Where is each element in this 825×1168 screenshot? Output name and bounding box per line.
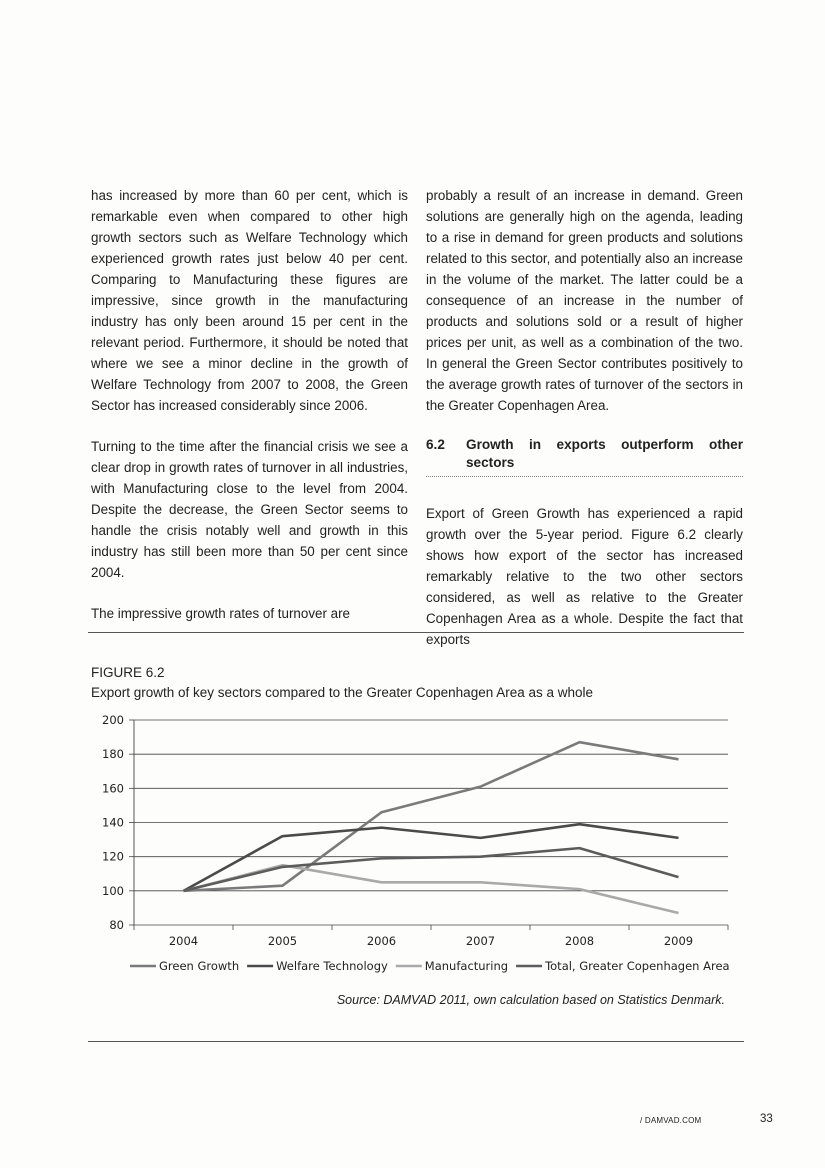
- x-tick-label: 2004: [168, 934, 199, 948]
- chart-series-lines: [184, 742, 679, 913]
- text-column-right: [426, 185, 743, 670]
- y-tick-label: 100: [102, 883, 124, 898]
- x-tick-label: 2007: [465, 934, 496, 948]
- x-tick-label: 2006: [366, 934, 397, 948]
- paragraph: has increased by more than 60 per cent, which is remarkable even when compared to other high growth sectors such as Welfare Technology which experienced growth rates just below 40 per cent. Comparing to Manufacturing these figures are impressive, since growth in the manufacturing industry has only been around 15 per cent in the relevant period. Furthermore, it should be noted that where we see a minor decline in the growth of Welfare Technology from 2007 to 2008, the Green Sector has increased considerably since 2006.: [91, 188, 408, 413]
- x-tick-label: 2009: [663, 934, 694, 948]
- y-tick-label: 140: [102, 815, 124, 830]
- legend-label: Total, Greater Copenhagen Area: [545, 959, 730, 973]
- paragraph: Turning to the time after the financial crisis we see a clear drop in growth rates of turnover in all industries, with Manufacturing close to the level from 2004. Despite the decrease, the Green Sector seems to handle the crisis notably well and growth in this industry has still been more than 50 per cent since 2004.: [91, 439, 408, 580]
- footer-website: / DAMVAD.COM: [640, 1116, 702, 1125]
- section-title: Growth in exports outperform other sectors: [466, 437, 743, 470]
- section-number: 6.2: [426, 437, 445, 452]
- text-column-left: [91, 185, 408, 644]
- page-number: 33: [760, 1113, 773, 1125]
- x-tick-label: 2005: [267, 934, 298, 948]
- chart-legend: [130, 959, 730, 973]
- figure-source: Source: DAMVAD 2011, own calculation based on Statistics Denmark.: [336, 993, 725, 1007]
- paragraph: Export of Green Growth has experienced a rapid growth over the 5-year period. Figure 6.2 clearly shows how export of the sector has increased remarkably relative to the two other sectors considered, as well as relative to the Greater Copenhagen Area as a whole. Despite the fact that exports: [426, 506, 743, 647]
- chart-gridlines: [134, 720, 728, 925]
- series-line: [184, 742, 679, 891]
- figure-label: FIGURE 6.2: [91, 665, 165, 680]
- paragraph: The impressive growth rates of turnover are: [91, 606, 350, 621]
- series-line: [184, 848, 679, 891]
- x-tick-label: 2008: [564, 934, 595, 948]
- legend-label: Manufacturing: [424, 959, 509, 973]
- export-growth-chart: [80, 705, 740, 990]
- y-tick-label: 80: [109, 918, 124, 932]
- divider-top: [88, 632, 744, 633]
- section-heading: [426, 436, 743, 477]
- y-tick-label: 120: [102, 849, 124, 864]
- legend-label: Welfare Technology: [276, 959, 388, 973]
- paragraph: probably a result of an increase in demand. Green solutions are generally high on the agenda, leading to a rise in demand for green products and solutions related to this sector, and potentially also an increase in the volume of the market. The latter could be a consequence of an increase in the number of products and solutions sold or a result of higher prices per unit, as well as a combination of the two. In general the Green Sector contributes positively to the average growth rates of turnover of the sectors in the Greater Copenhagen Area.: [426, 188, 743, 413]
- y-tick-label: 200: [102, 713, 124, 727]
- divider-bottom: [88, 1041, 744, 1042]
- y-tick-label: 160: [102, 781, 124, 796]
- legend-label: Green Growth: [159, 959, 240, 973]
- figure-caption: Export growth of key sectors compared to the Greater Copenhagen Area as a whole: [91, 685, 594, 700]
- y-tick-label: 180: [102, 747, 124, 762]
